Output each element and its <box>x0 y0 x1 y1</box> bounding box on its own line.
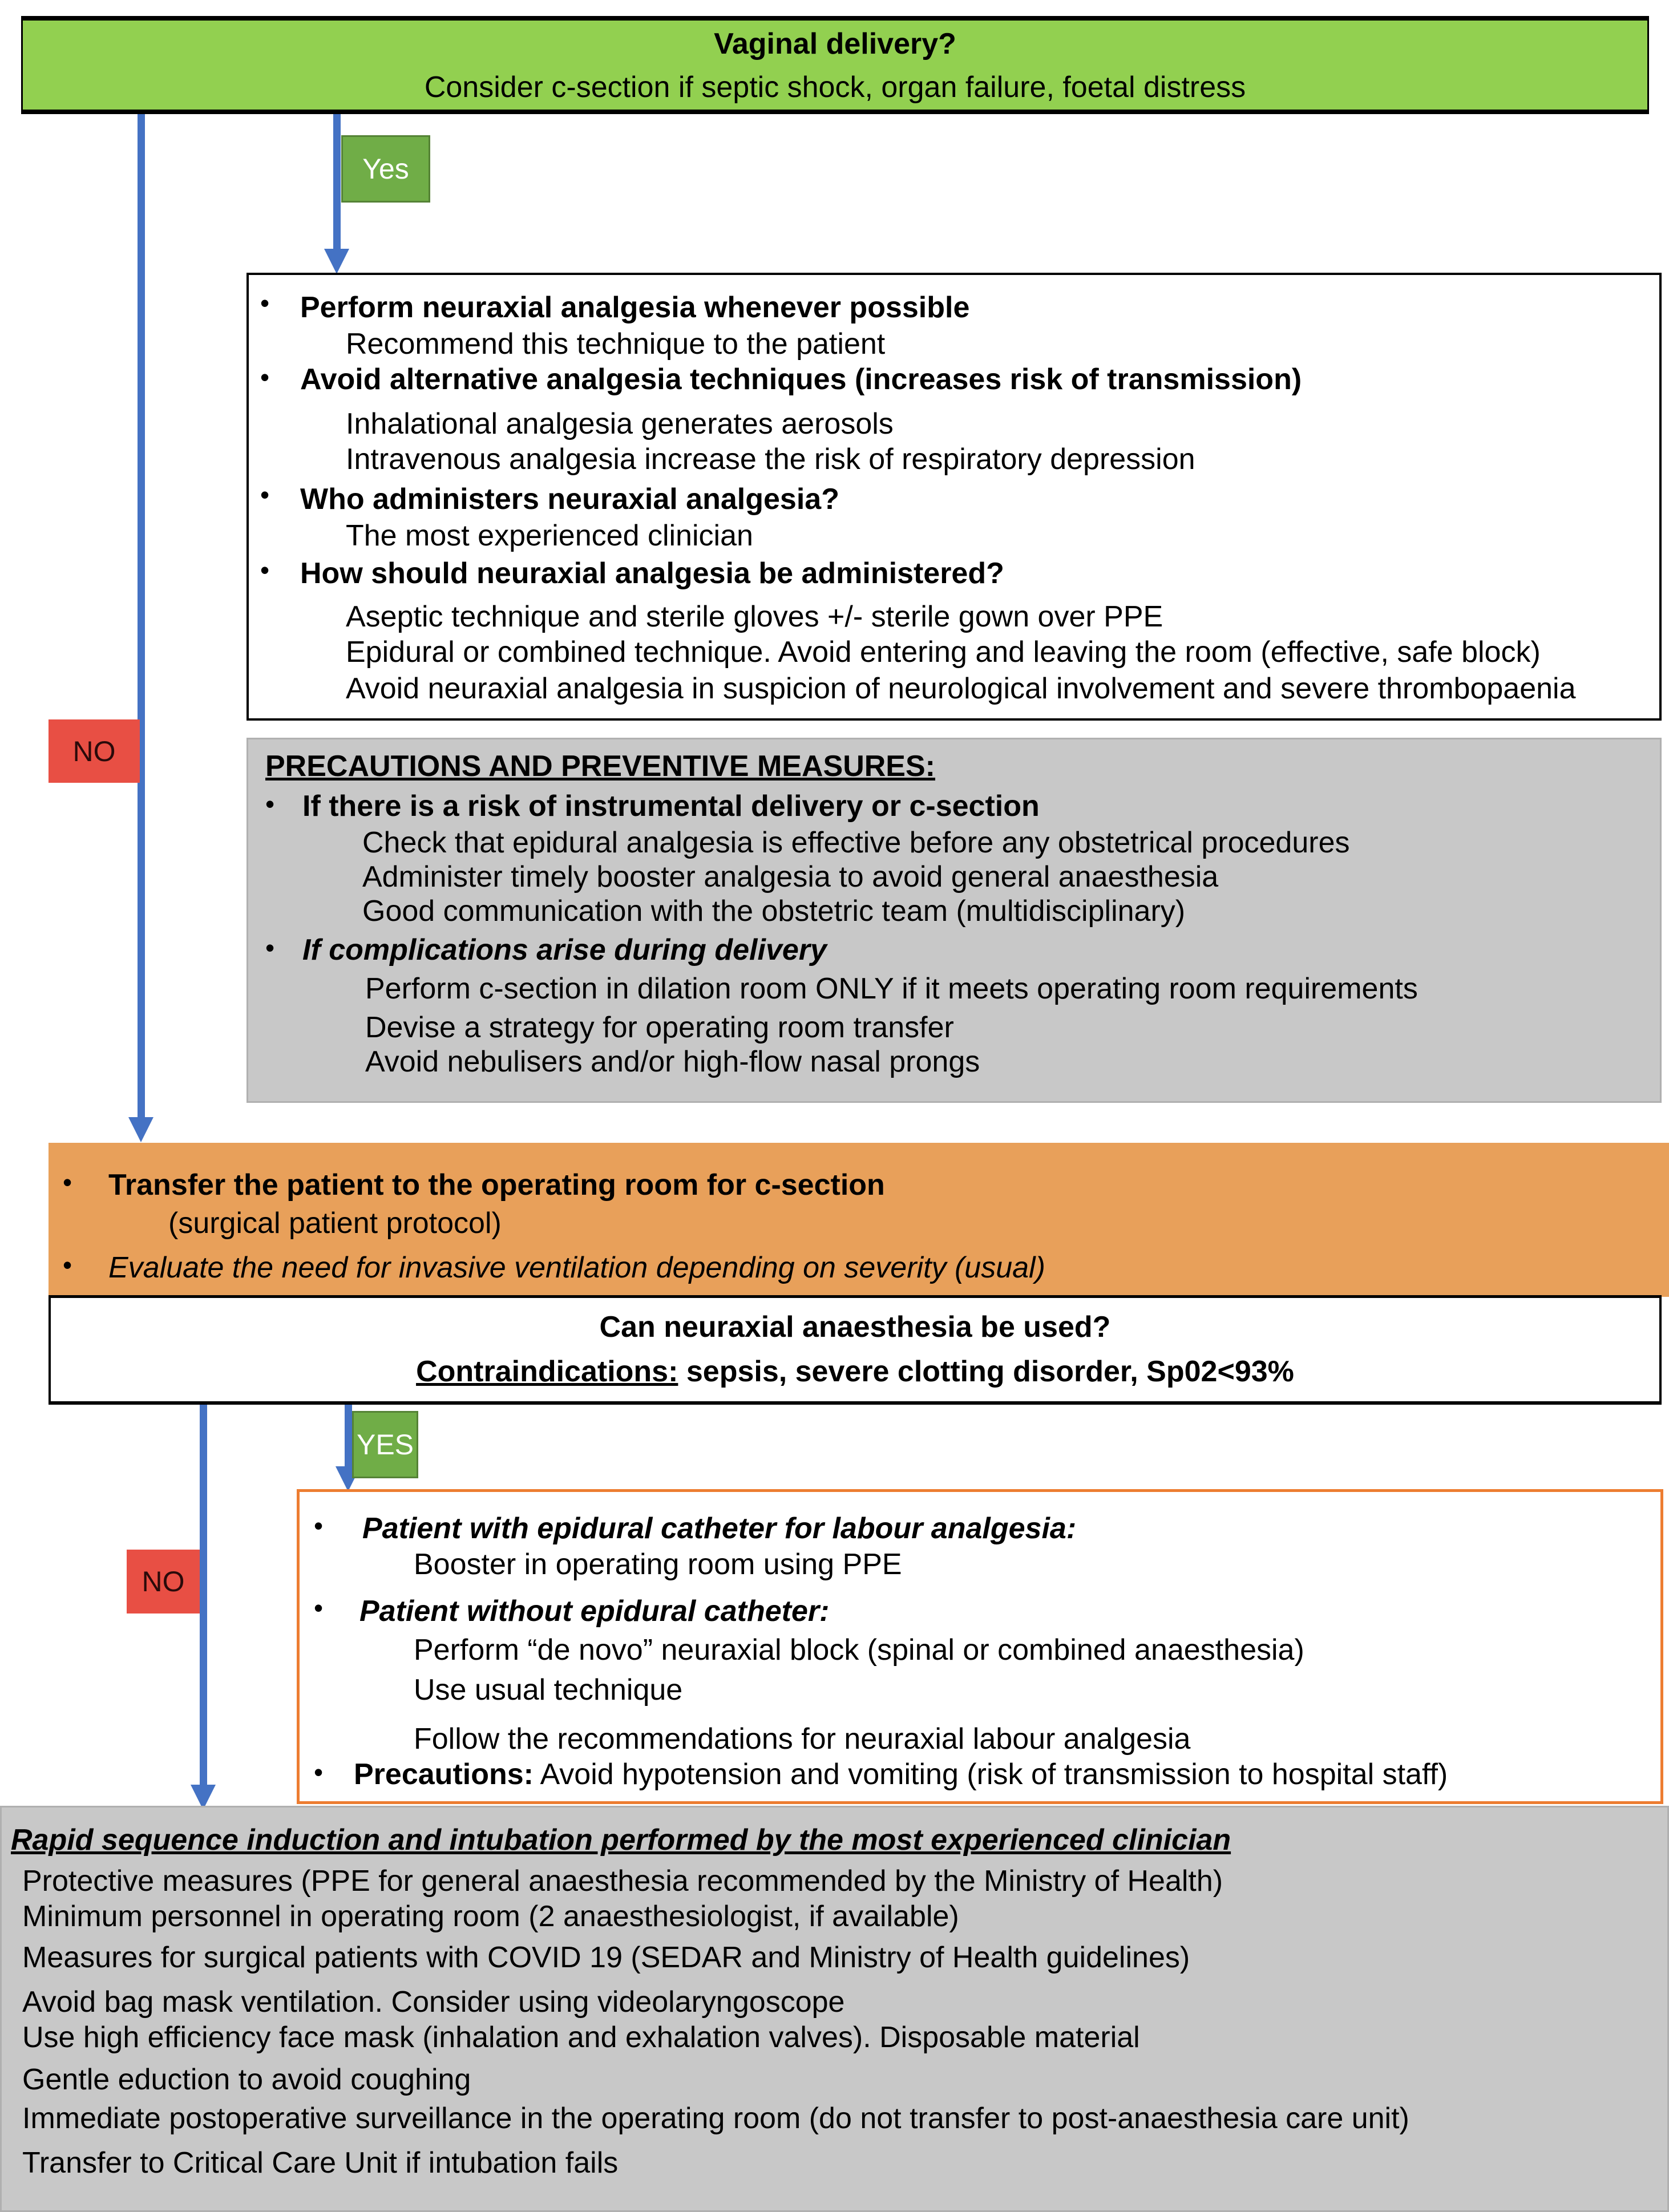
no-path-arrowhead-1 <box>128 1117 153 1142</box>
no-epidural-line-3: Follow the recommendations for neuraxial labour analgesia <box>414 1722 1191 1756</box>
bullet: • <box>260 555 270 585</box>
no-epidural-heading: Patient without epidural catheter: <box>359 1595 830 1628</box>
neuraxial-analgesia-box <box>246 273 1662 721</box>
transfer-to-or-box <box>49 1143 1669 1297</box>
no-epidural-line-2: Use usual technique <box>414 1673 683 1706</box>
contraindications-line <box>51 1355 1659 1389</box>
contraindications-label: Contraindications: <box>416 1355 678 1388</box>
precautions-item-2-line-3: Avoid nebulisers and/or high-flow nasal prongs <box>365 1045 980 1078</box>
neuraxial-question: Can neuraxial anaesthesia be used? <box>599 1311 1111 1344</box>
yes-path-arrow-1 <box>333 114 341 251</box>
neuraxial-precautions-text: Avoid hypotension and vomiting (risk of transmission to hospital staff) <box>533 1758 1448 1791</box>
yes-path-arrowhead-1 <box>324 249 349 274</box>
neuraxial-anaesthesia-question-box <box>49 1295 1662 1405</box>
bullet: • <box>265 789 275 819</box>
epidural-catheter-line-1: Booster in operating room using PPE <box>414 1548 902 1581</box>
rsi-line-6: Gentle eduction to avoid coughing <box>22 2063 471 2096</box>
analgesia-item-2-heading: Avoid alternative analgesia techniques (increases risk of transmission) <box>300 363 1302 396</box>
neuraxial-anaesthesia-box <box>297 1489 1663 1804</box>
rsi-line-5: Use high efficiency face mask (inhalation and exhalation valves). Disposable material <box>22 2021 1140 2054</box>
rapid-sequence-induction-box <box>0 1806 1669 2212</box>
neuraxial-precautions-line <box>354 1758 1448 1792</box>
precautions-item-1-heading: If there is a risk of instrumental delivery or c-section <box>302 790 1040 823</box>
bullet: • <box>63 1250 72 1280</box>
analgesia-item-2-line-1: Inhalational analgesia generates aerosols <box>346 407 894 440</box>
bullet: • <box>260 288 270 318</box>
no-path-arrow-2 <box>200 1405 207 1793</box>
analgesia-item-3-line-1: The most experienced clinician <box>346 519 753 552</box>
rsi-line-1: Protective measures (PPE for general anaesthesia recommended by the Ministry of Health) <box>22 1865 1223 1898</box>
analgesia-item-4-line-1: Aseptic technique and sterile gloves +/- sterile gown over PPE <box>346 600 1163 633</box>
transfer-item-1: Transfer the patient to the operating room for c-section <box>108 1168 885 1202</box>
bullet: • <box>314 1757 324 1787</box>
neuraxial-precautions-label: Precautions: <box>354 1758 534 1791</box>
bullet: • <box>265 933 275 963</box>
precautions-item-1-line-1: Check that epidural analgesia is effective before any obstetrical procedures <box>362 826 1350 859</box>
epidural-catheter-heading: Patient with epidural catheter for labour analgesia: <box>362 1512 1077 1545</box>
bullet: • <box>260 362 270 392</box>
bullet: • <box>314 1593 324 1623</box>
precautions-item-2-line-1: Perform c-section in dilation room ONLY if it meets operating room requirements <box>365 972 1418 1005</box>
analgesia-item-1-heading: Perform neuraxial analgesia whenever possible <box>300 291 970 324</box>
analgesia-item-4-line-2: Epidural or combined technique. Avoid entering and leaving the room (effective, safe block) <box>346 636 1541 669</box>
rsi-line-8: Transfer to Critical Care Unit if intubation fails <box>22 2146 619 2179</box>
contraindications-text: sepsis, severe clotting disorder, Sp02<93% <box>678 1355 1294 1388</box>
bullet: • <box>314 1511 324 1540</box>
yes-label-1: Yes <box>341 135 430 203</box>
rsi-title: Rapid sequence induction and intubation performed by the most experienced clinician <box>11 1823 1231 1857</box>
precautions-item-2-heading: If complications arise during delivery <box>302 933 827 967</box>
precautions-box <box>246 738 1662 1103</box>
rsi-line-2: Minimum personnel in operating room (2 anaesthesiologist, if available) <box>22 1900 959 1933</box>
rsi-line-3: Measures for surgical patients with COVID 19 (SEDAR and Ministry of Health guidelines) <box>22 1941 1190 1974</box>
rsi-line-4: Avoid bag mask ventilation. Consider using videolaryngoscope <box>22 1985 845 2019</box>
vaginal-delivery-decision-box <box>21 16 1649 114</box>
rsi-line-7: Immediate postoperative surveillance in the operating room (do not transfer to post-anaesthesia care unit) <box>22 2102 1409 2135</box>
no-path-arrow-1 <box>138 114 145 1118</box>
decision-subtitle: Consider c-section if septic shock, organ failure, foetal distress <box>424 71 1246 104</box>
analgesia-item-4-line-3: Avoid neuraxial analgesia in suspicion of neurological involvement and severe thrombopaenia <box>346 672 1576 705</box>
precautions-item-1-line-2: Administer timely booster analgesia to avoid general anaesthesia <box>362 860 1219 893</box>
no-epidural-line-1: Perform “de novo” neuraxial block (spinal or combined anaesthesia) <box>414 1633 1304 1667</box>
precautions-title: PRECAUTIONS AND PREVENTIVE MEASURES: <box>265 750 935 783</box>
yes-label-2: YES <box>352 1411 418 1478</box>
analgesia-item-3-heading: Who administers neuraxial analgesia? <box>300 483 839 516</box>
no-label-2: NO <box>127 1550 200 1613</box>
precautions-item-2-line-2: Devise a strategy for operating room transfer <box>365 1011 954 1044</box>
analgesia-item-4-heading: How should neuraxial analgesia be administered? <box>300 557 1004 590</box>
precautions-item-1-line-3: Good communication with the obstetric team (multidisciplinary) <box>362 895 1186 928</box>
transfer-item-1-sub: (surgical patient protocol) <box>168 1207 502 1240</box>
analgesia-item-1-line-1: Recommend this technique to the patient <box>346 327 886 361</box>
bullet: • <box>63 1167 72 1197</box>
decision-title: Vaginal delivery? <box>714 27 956 60</box>
transfer-item-2: Evaluate the need for invasive ventilation depending on severity (usual) <box>108 1251 1045 1284</box>
yes-path-arrow-2 <box>345 1405 352 1472</box>
analgesia-item-2-line-2: Intravenous analgesia increase the risk of respiratory depression <box>346 443 1195 476</box>
bullet: • <box>260 480 270 509</box>
no-label-1: NO <box>49 719 140 783</box>
